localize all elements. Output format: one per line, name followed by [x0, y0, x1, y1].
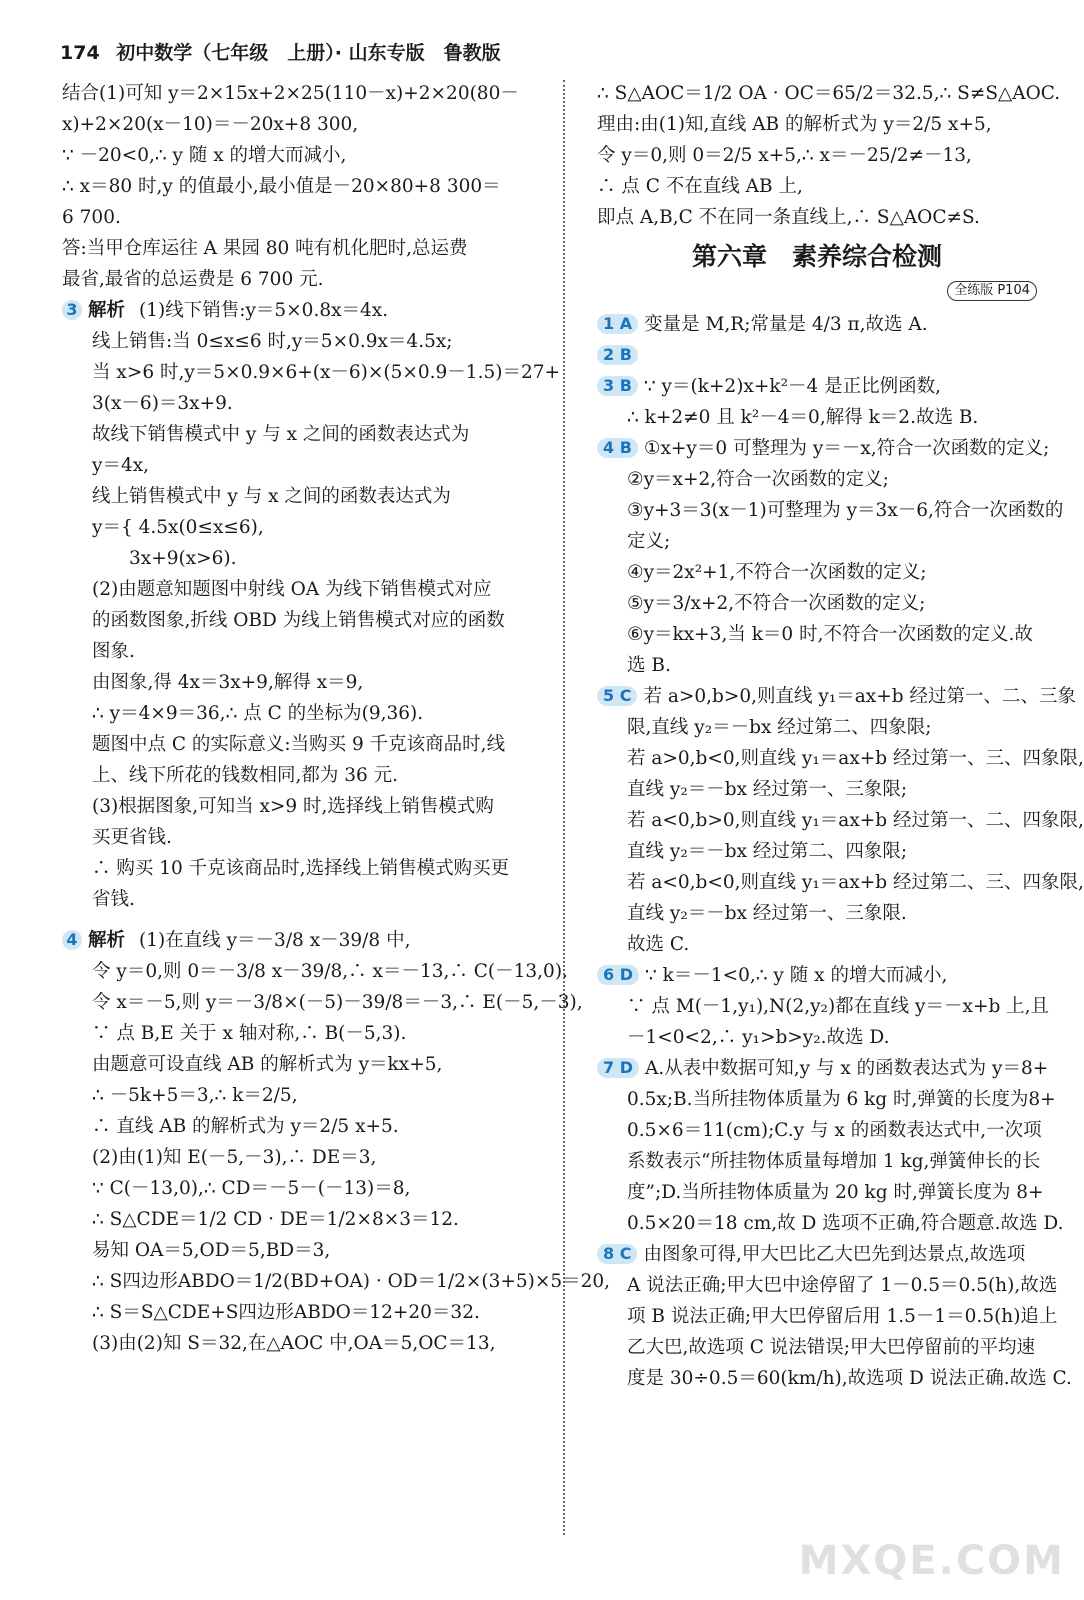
text-line	[597, 991, 1050, 1022]
line-text: 令 y＝0,则 0＝－3/8 x－39/8,∴ x＝－13,∴ C(－13,0).	[92, 961, 568, 982]
text-line	[597, 526, 1037, 557]
line-text: 0.5×20＝18 cm,故 D 选项不正确,符合题意.故选 D.	[627, 1213, 1064, 1234]
text-line	[597, 681, 1076, 712]
text-line	[62, 925, 544, 956]
text-line	[62, 109, 544, 140]
line-text: 变量是 M,R;常量是 4/3 π,故选 A.	[644, 314, 928, 335]
line-text: 理由:由(1)知,直线 AB 的解析式为 y＝2/5 x+5,	[597, 114, 992, 135]
text-line	[597, 588, 1037, 619]
line-text: (1)在直线 y＝－3/8 x－39/8 中,	[139, 930, 411, 951]
text-line	[62, 636, 544, 667]
line-text: 6 700.	[62, 207, 121, 228]
line-text: ∴ S△AOC＝1/2 OA · OC＝65/2＝32.5,∴ S≠S△AOC.	[597, 83, 1061, 104]
line-text: (2)由题意知题图中射线 OA 为线下销售模式对应	[92, 579, 492, 600]
line-text: 选 B.	[627, 655, 671, 676]
text-line	[597, 960, 1037, 991]
text-line	[597, 371, 1037, 402]
line-text: A 说法正确;甲大巴中途停留了 1－0.5＝0.5(h),故选	[627, 1275, 1058, 1296]
line-text: 由图象,得 4x＝3x+9,解得 x＝9,	[92, 672, 364, 693]
line-text: 易知 OA＝5,OD＝5,BD＝3,	[92, 1240, 331, 1261]
line-text: 直线 y₂＝－bx 经过第一、三象限.	[627, 903, 907, 924]
text-line	[597, 867, 1084, 898]
line-text: 直线 y₂＝－bx 经过第二、四象限;	[627, 841, 908, 862]
line-text: 项 B 说法正确;甲大巴停留后用 1.5－1＝0.5(h)追上	[627, 1306, 1058, 1327]
text-line	[62, 1018, 544, 1049]
text-line	[597, 929, 1037, 960]
text-line	[62, 543, 544, 574]
line-text: ∵ k＝－1<0,∴ y 随 x 的增大而减小,	[644, 965, 948, 986]
line-text: ∴ －5k+5＝3,∴ k＝2/5,	[92, 1085, 298, 1106]
text-line	[597, 619, 1037, 650]
line-text: 图象.	[92, 641, 135, 662]
analysis-label: 解析	[88, 300, 126, 321]
page-header	[60, 38, 501, 65]
question-number-badge: 5 C	[597, 686, 637, 706]
spacer	[62, 915, 544, 925]
line-text: 线上销售模式中 y 与 x 之间的函数表达式为	[92, 486, 451, 507]
line-text: 直线 y₂＝－bx 经过第一、三象限;	[627, 779, 908, 800]
line-text: ∴ x＝80 时,y 的值最小,最小值是－20×80+8 300＝	[62, 176, 501, 197]
line-text: 的函数图象,折线 OBD 为线上销售模式对应的函数	[92, 610, 505, 631]
text-line	[597, 202, 1037, 233]
text-line	[597, 109, 1037, 140]
question-number-badge: 4 B	[597, 438, 638, 458]
text-line	[62, 233, 544, 264]
text-line	[62, 698, 544, 729]
text-line	[62, 1235, 544, 1266]
text-line	[62, 667, 544, 698]
book-title: 初中数学（七年级 上册）· 山东专版 鲁教版	[116, 42, 501, 64]
page-number: 174	[60, 42, 100, 64]
question-number-badge: 3 B	[597, 376, 638, 396]
text-line	[62, 1173, 544, 1204]
line-text: (3)根据图象,可知当 x>9 时,选择线上销售模式购	[92, 796, 494, 817]
line-text: 若 a>0,b>0,则直线 y₁＝ax+b 经过第一、二、三象	[643, 686, 1076, 707]
line-text: ⑥y＝kx+3,当 k＝0 时,不符合一次函数的定义.故	[627, 624, 1033, 645]
right-column-answers	[597, 309, 1084, 1394]
chapter-title: 第六章 素养综合检测	[691, 242, 942, 271]
text-line	[597, 433, 1050, 464]
line-text: 系数表示“所挂物体质量每增加 1 kg,弹簧伸长的长	[627, 1151, 1041, 1172]
line-text: (1)线下销售:y＝5×0.8x＝4x.	[139, 300, 389, 321]
line-text: A.从表中数据可知,y 与 x 的函数表达式为 y＝8+	[644, 1058, 1049, 1079]
chapter-ref-wrap	[597, 277, 1037, 309]
line-text: ∵ －20<0,∴ y 随 x 的增大而减小,	[62, 145, 347, 166]
text-line	[62, 512, 544, 543]
text-line	[62, 264, 544, 295]
line-text: ∵ 点 M(－1,y₁),N(2,y₂)都在直线 y＝－x+b 上,且	[627, 996, 1050, 1017]
line-text: (3)由(2)知 S＝32,在△AOC 中,OA＝5,OC＝13,	[92, 1333, 496, 1354]
line-text: 上、线下所花的钱数相同,都为 36 元.	[92, 765, 399, 786]
text-line	[597, 309, 1037, 340]
text-line	[597, 1053, 1049, 1084]
line-text: 题图中点 C 的实际意义:当购买 9 千克该商品时,线	[92, 734, 506, 755]
question-number-badge: 3	[62, 300, 82, 320]
line-text: 故选 C.	[627, 934, 690, 955]
text-line	[597, 464, 1037, 495]
text-line	[597, 650, 1037, 681]
line-text: 由题意可设直线 AB 的解析式为 y＝kx+5,	[92, 1054, 443, 1075]
text-line	[62, 791, 544, 822]
text-line	[597, 1239, 1037, 1270]
text-line	[62, 760, 544, 791]
line-text: －1<0<2,∴ y₁>b>y₂.故选 D.	[627, 1027, 890, 1048]
text-line	[62, 202, 544, 233]
text-line	[597, 805, 1084, 836]
text-line	[62, 140, 544, 171]
line-text: 最省,最省的总运费是 6 700 元.	[62, 269, 324, 290]
text-line	[62, 822, 544, 853]
line-text: ③y+3＝3(x－1)可整理为 y＝3x－6,符合一次函数的	[627, 500, 1064, 521]
line-text: 度”;D.当所挂物体质量为 20 kg 时,弹簧长度为 8+	[627, 1182, 1044, 1203]
text-line	[597, 1115, 1042, 1146]
line-text: ∴ 点 C 不在直线 AB 上,	[597, 176, 803, 197]
text-line	[62, 605, 544, 636]
right-column	[597, 78, 1084, 1394]
text-line	[62, 1049, 544, 1080]
text-line	[597, 1270, 1058, 1301]
text-line	[62, 1297, 544, 1328]
question-number-badge: 7 D	[597, 1058, 639, 1078]
column-divider	[563, 80, 565, 1535]
line-text: ∵ 点 B,E 关于 x 轴对称,∴ B(－5,3).	[92, 1023, 407, 1044]
text-line	[62, 884, 544, 915]
text-line	[597, 1332, 1037, 1363]
text-line	[62, 729, 544, 760]
analysis-label: 解析	[88, 930, 126, 951]
text-line	[62, 574, 544, 605]
line-text: 省钱.	[92, 889, 135, 910]
text-line	[62, 1080, 544, 1111]
question-number-badge: 8 C	[597, 1244, 637, 1264]
line-text: 若 a<0,b<0,则直线 y₁＝ax+b 经过第二、三、四象限,	[627, 872, 1084, 893]
line-text: (2)由(1)知 E(－5,－3),∴ DE＝3,	[92, 1147, 377, 1168]
text-line	[597, 78, 1061, 109]
line-text: 结合(1)可知 y＝2×15x+2×25(110－x)+2×20(80－	[62, 83, 519, 104]
text-line	[62, 1111, 544, 1142]
text-line	[597, 171, 1037, 202]
line-text: x)+2×20(x－10)＝－20x+8 300,	[62, 114, 359, 135]
question-number-badge: 6 D	[597, 965, 639, 985]
text-line	[597, 1084, 1056, 1115]
question-number-badge: 4	[62, 930, 82, 950]
text-line	[62, 171, 544, 202]
line-text: 0.5x;B.当所挂物体质量为 6 kg 时,弹簧的长度为8+	[627, 1089, 1056, 1110]
text-line	[62, 956, 568, 987]
line-text: 若 a<0,b>0,则直线 y₁＝ax+b 经过第一、二、四象限,	[627, 810, 1084, 831]
line-text: 3(x－6)＝3x+9.	[92, 393, 233, 414]
line-text: 答:当甲仓库运往 A 果园 80 吨有机化肥时,总运费	[62, 238, 468, 259]
text-line	[62, 326, 544, 357]
line-text: ∴ S四边形ABDO＝1/2(BD+OA) · OD＝1/2×(3+5)×5＝20,	[92, 1271, 611, 1292]
text-line	[597, 1301, 1058, 1332]
text-line	[597, 836, 1037, 867]
question-number-badge: 1 A	[597, 314, 638, 334]
chapter-ref: 全练版 P104	[947, 281, 1037, 301]
text-line	[62, 1142, 544, 1173]
line-text: ∵ C(－13,0),∴ CD＝－5－(－13)＝8,	[92, 1178, 411, 1199]
line-text: 故线下销售模式中 y 与 x 之间的函数表达式为	[92, 424, 470, 445]
line-text: ∴ S△CDE＝1/2 CD · DE＝1/2×8×3＝12.	[92, 1209, 459, 1230]
text-line	[597, 340, 1037, 371]
text-line	[597, 140, 1037, 171]
line-text: 3x+9(x>6).	[92, 548, 237, 569]
text-line	[62, 419, 544, 450]
right-column-top	[597, 78, 1061, 233]
text-line	[62, 357, 560, 388]
text-line	[597, 402, 1037, 433]
line-text: 买更省钱.	[92, 827, 172, 848]
line-text: ∴ S＝S△CDE+S四边形ABDO＝12+20＝32.	[92, 1302, 480, 1323]
text-line	[597, 1363, 1072, 1394]
text-line	[597, 1022, 1037, 1053]
line-text: ②y＝x+2,符合一次函数的定义;	[627, 469, 889, 490]
text-line	[62, 1204, 544, 1235]
text-line	[597, 743, 1084, 774]
line-text: 由图象可得,甲大巴比乙大巴先到达景点,故选项	[643, 1244, 1026, 1265]
text-line	[597, 1208, 1064, 1239]
line-text: 令 x＝－5,则 y＝－3/8×(－5)－39/8＝－3,∴ E(－5,－3),	[92, 992, 583, 1013]
line-text: ⑤y＝3/x+2,不符合一次函数的定义;	[627, 593, 926, 614]
line-text: 若 a>0,b<0,则直线 y₁＝ax+b 经过第一、三、四象限,	[627, 748, 1084, 769]
text-line	[62, 295, 544, 326]
line-text: ①x+y＝0 可整理为 y＝－x,符合一次函数的定义;	[643, 438, 1050, 459]
line-text: 令 y＝0,则 0＝2/5 x+5,∴ x＝－25/2≠－13,	[597, 145, 972, 166]
line-text: 限,直线 y₂＝－bx 经过第二、四象限;	[627, 717, 932, 738]
text-line	[62, 853, 544, 884]
line-text: ∴ 购买 10 千克该商品时,选择线上销售模式购买更	[92, 858, 510, 879]
line-text: 线上销售:当 0≤x≤6 时,y＝5×0.9x＝4.5x;	[92, 331, 453, 352]
line-text: ④y＝2x²+1,不符合一次函数的定义;	[627, 562, 927, 583]
line-text: 定义;	[627, 531, 671, 552]
line-text: 度是 30÷0.5＝60(km/h),故选项 D 说法正确.故选 C.	[627, 1368, 1072, 1389]
text-line	[62, 388, 544, 419]
text-line	[597, 557, 1037, 588]
text-line	[62, 481, 544, 512]
text-line	[62, 78, 544, 109]
text-line	[62, 1328, 544, 1359]
watermark: MXQE.COM	[798, 1538, 1065, 1584]
question-number-badge: 2 B	[597, 345, 638, 365]
text-line	[597, 898, 1037, 929]
line-text: y＝4x,	[92, 455, 150, 476]
line-text: y＝{ 4.5x(0≤x≤6),	[92, 517, 264, 538]
text-line	[62, 987, 583, 1018]
line-text: 即点 A,B,C 不在同一条直线上,∴ S△AOC≠S.	[597, 207, 980, 228]
line-text: ∴ 直线 AB 的解析式为 y＝2/5 x+5.	[92, 1116, 399, 1137]
line-text: ∴ y＝4×9＝36,∴ 点 C 的坐标为(9,36).	[92, 703, 424, 724]
text-line	[62, 1266, 611, 1297]
line-text: ∴ k+2≠0 且 k²－4＝0,解得 k＝2.故选 B.	[627, 407, 979, 428]
line-text: 乙大巴,故选项 C 说法错误;甲大巴停留前的平均速	[627, 1337, 1036, 1358]
text-line	[597, 774, 1037, 805]
text-line	[597, 495, 1064, 526]
line-text: ∵ y＝(k+2)x+k²－4 是正比例函数,	[643, 376, 942, 397]
line-text: 0.5×6＝11(cm);C.y 与 x 的函数表达式中,一次项	[627, 1120, 1042, 1141]
line-text: 当 x>6 时,y＝5×0.9×6+(x－6)×(5×0.9－1.5)＝27+	[92, 362, 560, 383]
text-line	[597, 1146, 1041, 1177]
text-line	[62, 450, 544, 481]
left-column	[62, 78, 611, 1359]
text-line	[597, 1177, 1044, 1208]
text-line	[597, 712, 1037, 743]
